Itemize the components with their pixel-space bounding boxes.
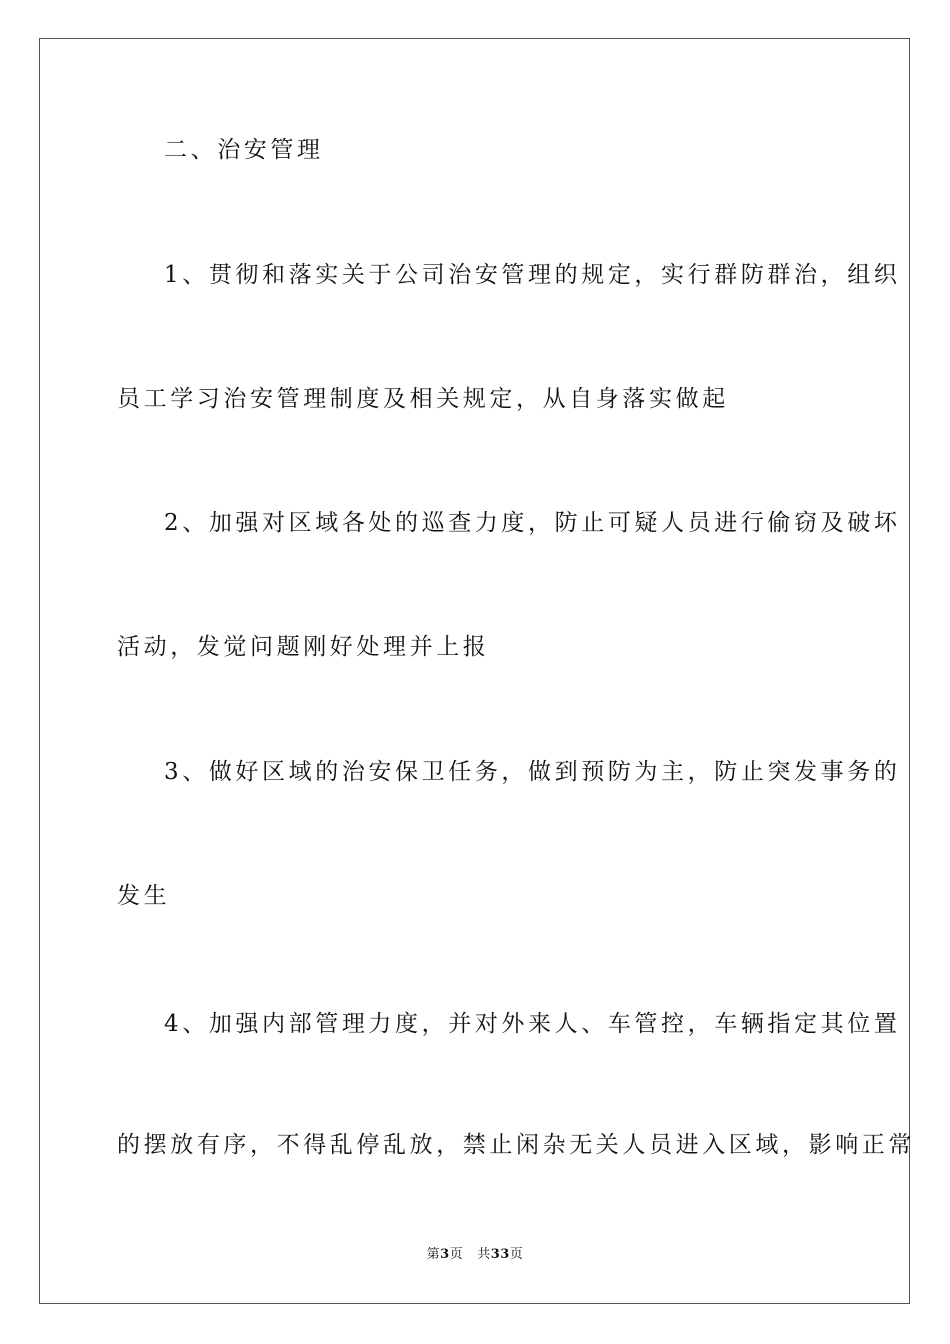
paragraph-1-line-2: 员工学习治安管理制度及相关规定，从自身落实做起 — [117, 386, 729, 412]
footer-total-prefix: 共 — [477, 1247, 491, 1262]
paragraph-3-line-2: 发生 — [117, 883, 171, 909]
footer-page-number: 3 — [440, 1247, 450, 1262]
page-border — [39, 38, 915, 1304]
footer-total-pages: 33 — [490, 1247, 510, 1262]
paragraph-1-line-1: 1、贯彻和落实关于公司治安管理的规定，实行群防群治，组织 — [164, 262, 901, 288]
footer-total-suffix: 页 — [509, 1247, 524, 1262]
paragraph-2-line-2: 活动，发觉问题刚好处理并上报 — [117, 634, 490, 660]
footer-page-prefix: 第 — [426, 1247, 441, 1262]
paragraph-3-line-1: 3、做好区域的治安保卫任务，做到预防为主，防止突发事务的 — [164, 759, 901, 785]
paragraph-4-line-1: 4、加强内部管理力度，并对外来人、车管控，车辆指定其位置 — [164, 1011, 901, 1037]
paragraph-2-line-1: 2、加强对区域各处的巡查力度，防止可疑人员进行偷窃及破坏 — [164, 510, 901, 536]
section-heading: 二、治安管理 — [164, 137, 324, 163]
paragraph-4-line-2: 的摆放有序，不得乱停乱放，禁止闲杂无关人员进入区域，影响正常 — [117, 1132, 915, 1158]
footer-page-suffix: 页 — [449, 1247, 464, 1262]
page-footer — [0, 1246, 950, 1264]
